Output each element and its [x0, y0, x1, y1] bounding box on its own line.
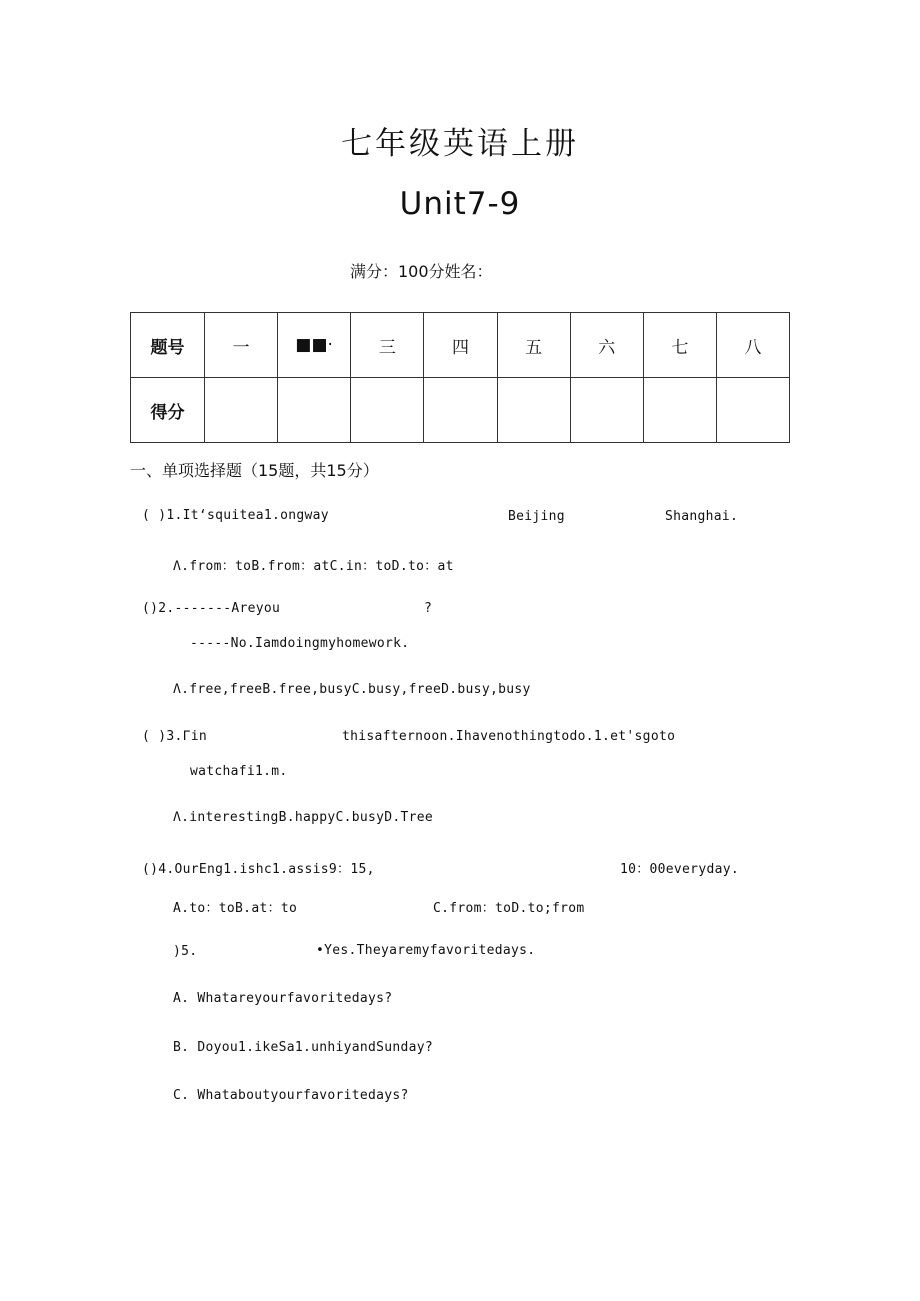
column-header: 三 — [351, 313, 424, 378]
question-4-stem: ()4.OurEng1.ishc1.assis9：15, — [142, 862, 375, 877]
question-3-line-2: watchafi1.m. — [190, 764, 288, 779]
score-cell[interactable] — [716, 378, 789, 443]
question-1-stem: ( )1.It‘squitea1.ongway — [142, 508, 329, 523]
question-5-option-a: A. Whatareyourfavoritedays? — [173, 991, 393, 1006]
row-label-question-number: 题号 — [131, 313, 205, 378]
question-5-stem: )5. — [173, 944, 198, 959]
question-3-continuation: thisafternoon.Ihavenothingtodo.1.et'sgoto — [342, 729, 676, 744]
question-2-stem: ()2.-------Areyou — [142, 601, 281, 616]
column-header: 七 — [643, 313, 716, 378]
question-3-stem: ( )3.Γin — [142, 729, 208, 744]
column-header: 一 — [205, 313, 278, 378]
question-5-option-c: C. Whataboutyourfavoritedays? — [173, 1088, 409, 1103]
row-label-score: 得分 — [131, 378, 205, 443]
question-1-word-1: Beijing — [508, 509, 565, 524]
question-4-options-b: C.from：toD.to;from — [433, 901, 585, 916]
score-cell[interactable] — [643, 378, 716, 443]
score-cell[interactable] — [424, 378, 497, 443]
page-title: 七年级英语上册 — [341, 126, 579, 162]
question-2-mark: ? — [424, 601, 433, 616]
question-2-options: Λ.free,freeB.free,busyC.busy,freeD.busy,busy — [173, 682, 531, 697]
question-1-options: Λ.from：toB.from：atC.in：toD.to：at — [173, 559, 454, 574]
table-row-question-numbers — [131, 313, 790, 378]
score-cell[interactable] — [570, 378, 643, 443]
column-header: ■■· — [278, 313, 351, 378]
question-5-option-b: B. Doyou1.ikeSa1.unhiyandSunday? — [173, 1040, 434, 1055]
score-cell[interactable] — [278, 378, 351, 443]
column-header: 八 — [716, 313, 789, 378]
score-cell[interactable] — [497, 378, 570, 443]
section-heading: 一、单项选择题（15题，共15分） — [130, 461, 379, 480]
question-4-end: 10：00everyday. — [620, 862, 739, 877]
column-header: 四 — [424, 313, 497, 378]
score-name-line: 满分：100分姓名： — [350, 262, 493, 281]
table-row-scores — [131, 378, 790, 443]
question-5-reply: •Yes.Theyaremyfavoritedays. — [316, 943, 536, 958]
question-3-options: Λ.interestingB.happyC.busyD.Tree — [173, 810, 434, 825]
question-1-word-2: Shanghai. — [665, 509, 739, 524]
question-4-options-a: A.to：toB.at：to — [173, 901, 298, 916]
score-cell[interactable] — [205, 378, 278, 443]
page-subtitle: Unit7-9 — [399, 186, 521, 222]
column-header: 六 — [570, 313, 643, 378]
question-2-answer-line: -----No.Iamdoingmyhomework. — [190, 636, 410, 651]
column-header: 五 — [497, 313, 570, 378]
score-table — [130, 312, 790, 443]
score-cell[interactable] — [351, 378, 424, 443]
